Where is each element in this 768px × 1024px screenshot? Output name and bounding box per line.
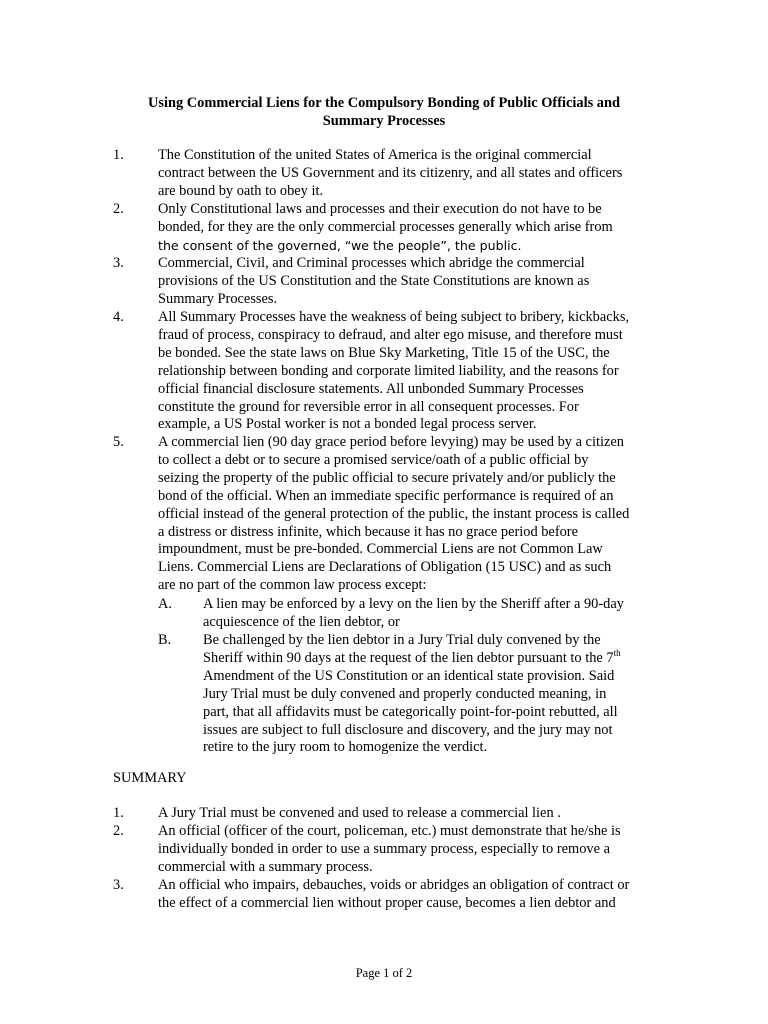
text-line: A Jury Trial must be convened and used to release a commercial lien .: [158, 805, 561, 821]
title-line: Summary Processes: [322, 113, 446, 129]
text-line: example, a US Postal worker is not a bonded legal process server.: [158, 416, 537, 433]
item-text: [158, 434, 658, 595]
text-line: All Summary Processes have the weakness of being subject to bribery, kickbacks,: [158, 309, 630, 325]
item-text: [158, 147, 658, 201]
text-fragment: Sheriff within 90 days at the request of the lien debtor pursuant to the 7: [203, 649, 614, 666]
item-number: 2.: [113, 823, 124, 839]
text-line: the consent of the governed, “we the people”, the public.: [158, 237, 522, 253]
text-line: part, that all affidavits must be categorically point-for-point rebutted, all: [203, 703, 618, 720]
text-line: individually bonded in order to use a summary process, especially to remove a: [158, 840, 610, 857]
item-text: [158, 255, 658, 309]
text-line: bonded, for they are the only commercial processes generally which arise from: [158, 218, 613, 235]
title-line: Using Commercial Liens for the Compulsory Bonding of Public Officials and: [148, 95, 620, 111]
text-line: provisions of the US Constitution and the State Constitutions are known as: [158, 272, 590, 289]
item-text: [158, 309, 658, 434]
text-line: retire to the jury room to homogenize the verdict.: [203, 739, 488, 756]
ordinal-superscript: th: [613, 648, 621, 659]
text-line: official financial disclosure statements. All unbonded Summary Processes: [158, 380, 584, 397]
text-line: Liens. Commercial Liens are Declarations of Obligation (15 USC) and as such: [158, 559, 612, 576]
text-line: the effect of a commercial lien without proper cause, becomes a lien debtor and: [158, 894, 616, 911]
text-line: Commercial, Civil, and Criminal processes which abridge the commercial: [158, 255, 585, 271]
text-line: a distress or distress infinite, which because it has no grace period before: [158, 523, 578, 540]
text-line: to collect a debt or to secure a promised service/oath of a public official by: [158, 451, 589, 468]
text-line: The Constitution of the united States of America is the original commercial: [158, 147, 592, 163]
summary-heading: SUMMARY: [113, 770, 187, 786]
item-text: [158, 823, 658, 877]
item-number: 4.: [113, 309, 124, 325]
text-line: issues are subject to full disclosure and discovery, and the jury may not: [203, 721, 613, 738]
text-line: Only Constitutional laws and processes and their execution do not have to be: [158, 201, 602, 217]
item-number: 1.: [113, 805, 124, 821]
page-number: Page 1 of 2: [355, 966, 413, 980]
text-line: seizing the property of the public official to secure privately and/or publicly the: [158, 469, 616, 486]
text-line: bond of the official. When an immediate specific performance is required of an: [158, 487, 614, 504]
text-line: official instead of the general protection of the public, the instant process is called: [158, 505, 630, 522]
item-number: 3.: [113, 255, 124, 271]
text-line: An official (officer of the court, policeman, etc.) must demonstrate that he/she is: [158, 823, 621, 839]
text-line: Summary Processes.: [158, 290, 278, 307]
sub-item-letter: B.: [158, 632, 172, 648]
sub-item-text: [203, 596, 658, 632]
text-line: commercial with a summary process.: [158, 858, 373, 875]
text-line: relationship between bonding and corporate limited liability, and the reasons for: [158, 362, 619, 379]
text-line: A commercial lien (90 day grace period before levying) may be used by a citizen: [158, 434, 624, 450]
text-line: constitute the ground for reversible error in all consequent processes. For: [158, 398, 579, 415]
text-line: Be challenged by the lien debtor in a Jury Trial duly convened by the: [203, 632, 601, 648]
text-line: be bonded. See the state laws on Blue Sky Marketing, Title 15 of the USC, the: [158, 344, 610, 361]
item-text: [158, 201, 658, 255]
item-number: 3.: [113, 877, 124, 893]
text-line: [203, 650, 658, 668]
item-text: [158, 805, 658, 823]
text-line: acquiescence of the lien debtor, or: [203, 613, 400, 630]
text-line: Jury Trial must be duly convened and properly conducted meaning, in: [203, 685, 607, 702]
text-line: are bound by oath to obey it.: [158, 182, 324, 199]
text-line: A lien may be enforced by a levy on the lien by the Sheriff after a 90-day: [203, 596, 624, 612]
text-line: An official who impairs, debauches, voids or abridges an obligation of contract or: [158, 877, 630, 893]
item-number: 2.: [113, 201, 124, 217]
text-line: Amendment of the US Constitution or an identical state provision. Said: [203, 667, 615, 684]
item-number: 5.: [113, 434, 124, 450]
item-number: 1.: [113, 147, 124, 163]
document-title: [80, 94, 688, 130]
text-line: impoundment, must be pre-bonded. Commercial Liens are not Common Law: [158, 541, 603, 558]
item-text: [158, 877, 658, 913]
sub-item-letter: A.: [158, 596, 172, 612]
text-line: are no part of the common law process except:: [158, 577, 427, 594]
text-line: contract between the US Government and its citizenry, and all states and officers: [158, 164, 623, 181]
text-line: fraud of process, conspiracy to defraud, and alter ego misuse, and therefore must: [158, 326, 623, 343]
sub-item-text: [203, 632, 658, 757]
